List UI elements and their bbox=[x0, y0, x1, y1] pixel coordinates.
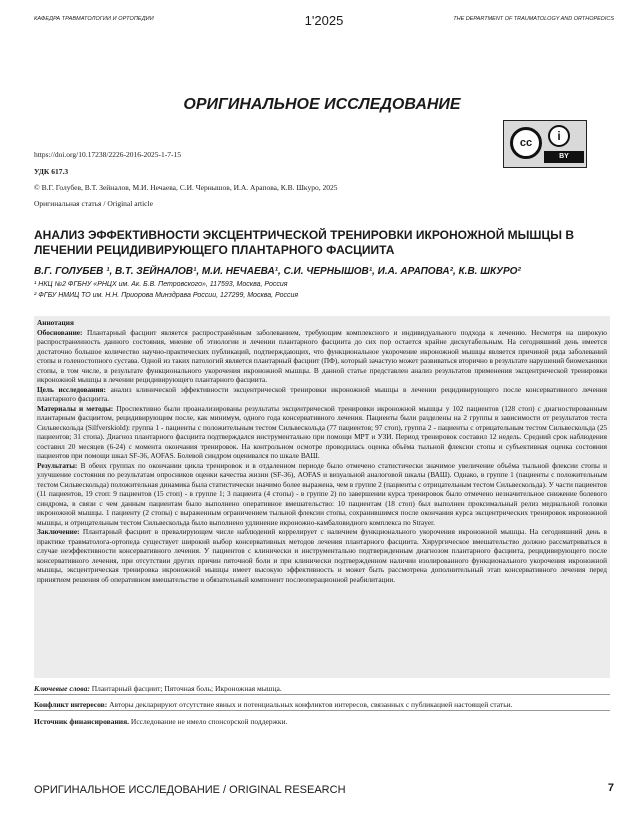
cc-by-license-badge[interactable] bbox=[503, 120, 587, 168]
abstract-background: Обоснование: Плантарный фасциит является распространённым заболеванием, требующим комплексного и индивидуального подхода к лечению. Несмотря на широкую распространенность данного состояния, мнение об этиологии и лечении плантарного фасциита до сих пор остается крайне дискутабельным. На сегодняшний день имеется достаточно большое количество научно-практических публикаций, подтверждающих, что функциональное укорочение икроножной мышцы является причиной ряда заболеваний стопы и голеностопного сустава. Одной из таких патологий является плантарный фасциит (ПФ), который зачастую может развиваться вторично в результате нарушений биомеханики стопы, в том числе, в результате функционального укорочения икроножной мышцы. В данной статье представлен анализ результатов применения эксцентрической тренировки икроножной мышцы в лечении рецидивирующего плантарного фасциита. bbox=[37, 327, 607, 384]
by-label: BY bbox=[544, 151, 584, 163]
divider bbox=[34, 710, 610, 711]
article-title: АНАЛИЗ ЭФФЕКТИВНОСТИ ЭКСЦЕНТРИЧЕСКОЙ ТРЕНИРОВКИ ИКРОНОЖНОЙ МЫШЦЫ В ЛЕЧЕНИИ РЕЦИДИВИРУЮЩЕГО ПЛАНТАРНОГО ФАСЦИИТА bbox=[34, 228, 574, 257]
conflict-of-interest: Конфликт интересов: Авторы декларируют отсутствие явных и потенциальных конфликтов интересов, связанных с публикацией настоящей статьи. bbox=[34, 700, 513, 709]
cc-icon: cc bbox=[510, 127, 542, 159]
page-number: 7 bbox=[607, 782, 614, 794]
header-right: THE DEPARTMENT OF TRAUMATOLOGY AND ORTHOPEDICS bbox=[453, 16, 614, 22]
running-header bbox=[34, 14, 614, 30]
abstract-heading: Аннотация bbox=[37, 318, 74, 327]
abstract-results: Результаты: В обеих группах по окончании цикла тренировок и в отдаленном периоде было отмечено статистически значимое увеличение объёма тыльной флексии стопы и улучшение состояния по результатам опросников оценки качества жизни (SF-36), AOFAS и визуальной аналоговой шкалы (ВАШ). Однако, в группе 1 (пациенты с положительным тестом Сильвескольда) положительная динамика была статистически значимо более выражена, чем в группе 2 (пациенты с отрицательным тестом Сильвескольда). У части пациентов (11 пациентов, 19 стоп: 9 пациентов (15 стоп) - в группе 1; 3 пациента (4 стопы) - в группе 2) по завершении курса тренировок было отмечено незначительное снижение болевого синдрома, в связи с чем данным пациентам было выполнено оперативное вмешательство: 10 пациентам (18 стоп) был выполнен проксимальный релиз медиальной головки икроножной мышцы. 1 пациенту (2 стопы) с выраженным ограничением тыльной флексии стопы, сохранившимся после окончания курса эксцентрических тренировок икроножной мышцы, и отрицательным тестом Сильвескольда было выполнено удлинение икроножно-камбаловидного комплекса по Strayer. bbox=[37, 460, 607, 527]
udk: УДК 617.3 bbox=[34, 167, 69, 176]
footer-section: ОРИГИНАЛЬНОЕ ИССЛЕДОВАНИЕ / ORIGINAL RESEARCH bbox=[34, 784, 346, 796]
affiliation-1: ¹ НКЦ №2 ФГБНУ «РНЦХ им. Ак. Б.В. Петровского», 117593, Москва, Россия bbox=[34, 281, 288, 288]
divider bbox=[34, 694, 610, 695]
header-issue: 1'2025 bbox=[304, 13, 344, 28]
authors: В.Г. ГОЛУБЕВ ¹, В.Т. ЗЕЙНАЛОВ¹, М.И. НЕЧАЕВА¹, С.И. ЧЕРНЫШОВ¹, И.А. АРАПОВА², К.В. ШКУРО² bbox=[34, 266, 521, 277]
abstract-aim: Цель исследования: анализ клинической эффективности эксцентрической тренировки икроножной мышцы в лечении рецидивирующего после консервативного лечения плантарного фасциита. bbox=[37, 384, 607, 403]
keywords: Ключевые слова: Плантарный фасциит; Пяточная боль; Икроножная мышца. bbox=[34, 684, 282, 693]
affiliation-2: ² ФГБУ НМИЦ ТО им. Н.Н. Приорова Минздрава России, 127299, Москва, Россия bbox=[34, 292, 299, 299]
article-type: Оригинальная статья / Original article bbox=[34, 199, 153, 208]
copyright: © В.Г. Голубев, В.Т. Зейналов, М.И. Нечаева, С.И. Чернышов, И.А. Арапова, К.В. Шкуро, 2025 bbox=[34, 183, 338, 192]
abstract-conclusion: Заключение: Плантарный фасциит в превалирующем числе наблюдений коррелирует с наличием функционального укорочения икроножной мышцы. На сегодняшний день в практике травматолога-ортопеда существует широкий выбор консервативных методов лечения плантарного фасциита. Хирургическое вмешательство должно рассматриваться в случае неэффективности консервативного лечения. У пациентов с клинически и инструментально подтвержденным диагнозом плантарного фасциита, рецидивирующего после консервативного лечения, при отсутствии других причин пяточной боли и при клинически подтвержденном наличии изолированного функционального укорочения икроножной мышцы, эксцентрическая тренировка икроножной мышцы имеет высокую эффективность и может быть рассмотрена дополнительный этап консервативного лечения перед принятием решения об оперативном вмешательстве и обязательный компонент послеоперационной реабилитации. bbox=[37, 527, 607, 584]
abstract-box bbox=[34, 316, 610, 678]
funding: Источник финансирования. Исследование не имело спонсорской поддержки. bbox=[34, 717, 288, 726]
doi-link[interactable]: https://doi.org/10.17238/2226-2016-2025-1-7-15 bbox=[34, 150, 181, 159]
abstract-methods: Материалы и методы: Проспективно были проанализированы результаты эксцентрической тренировки икроножной мышцы у 102 пациентов (128 стоп) с диагностированным плантарным фасциитом, рецидивирующим после, как минимум, одного года консервативного лечения. Пациенты были разделены на 2 группы в зависимости от результатов теста Сильвескольда (Silfverskiold): группа 1 - пациенты с положительным тестом Сильвескольда (77 пациентов; 97 стоп), группа 2 - пациенты с отрицательным тестом Сильвескольда (25 пациентов; 31 стопа). Диагноз плантарного фасциита подтверждался инструментально при помощи МРТ и УЗИ. Период тренировок составил 12 недель. Средний срок наблюдения составил 20 месяцев (6-24) с момента окончания тренировок. На контрольном осмотре проводилась оценка объёма тыльной флексии стопы и субъективная оценка состояния пациентов при помощи шкал SF-36, AOFAS. Болевой синдром оценивался по шкале ВАШ. bbox=[37, 403, 608, 460]
section-title: ОРИГИНАЛЬНОЕ ИССЛЕДОВАНИЕ bbox=[183, 96, 461, 113]
header-left: КАФЕДРА ТРАВМАТОЛОГИИ И ОРТОПЕДИИ bbox=[34, 16, 154, 22]
attribution-icon: i bbox=[548, 125, 570, 147]
